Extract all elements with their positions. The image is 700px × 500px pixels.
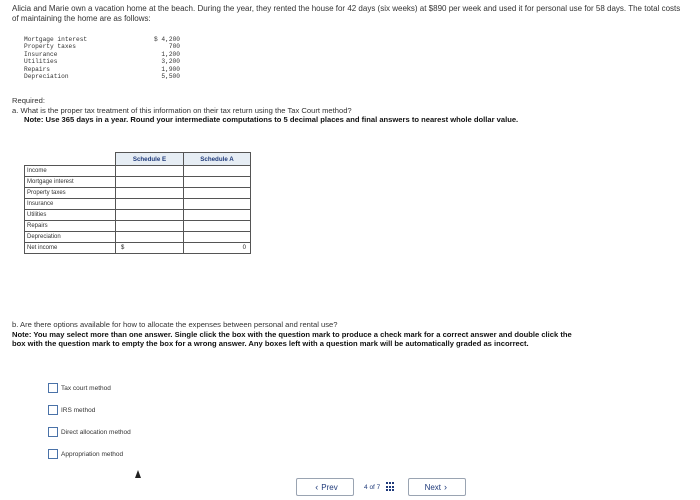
next-label: Next [424,482,442,492]
page-indicator [364,484,380,491]
question-a: a. What is the proper tax treatment of this information on their tax return using the Tax Court method? [12,105,352,115]
schedule-e-input[interactable] [116,210,184,221]
option-direct-allocation[interactable] [48,427,131,437]
net-income-dollar: $ [116,243,184,254]
question-b: b. Are there options available for how to allocate the expenses between personal and rental use? [12,320,338,329]
problem-intro: Alicia and Marie own a vacation home at the beach. During the year, they rented the house for 42 days (six weeks) at $890 per week and used it for personal use for 58 days. The total costs of maintaining the home are as follows: [12,4,681,23]
table-row [25,199,251,210]
net-income-value: 0 [184,243,251,254]
checkbox[interactable] [48,427,58,437]
expense-row [24,58,180,65]
schedule-a-input[interactable] [184,166,251,177]
expense-row [24,51,180,58]
table-row [25,232,251,243]
table-row [25,166,251,177]
table-row [25,210,251,221]
col-schedule-e: Schedule E [116,153,184,166]
prev-button[interactable] [296,478,354,496]
expense-row [24,43,180,50]
col-schedule-a: Schedule A [184,153,251,166]
checkbox[interactable] [48,449,58,459]
grid-icon[interactable] [386,482,396,492]
row-label: Mortgage interest [25,177,116,188]
option-label: IRS method [61,406,96,414]
schedule-a-input[interactable] [184,188,251,199]
expense-label: Insurance [24,50,58,58]
schedule-a-input[interactable] [184,210,251,221]
option-irs[interactable] [48,405,131,415]
page-of: of [369,483,375,491]
option-tax-court[interactable] [48,383,131,393]
expense-label: Depreciation [24,73,69,81]
schedule-e-input[interactable] [116,177,184,188]
schedule-e-input[interactable] [116,199,184,210]
answer-table [24,152,251,254]
row-label: Insurance [25,199,116,210]
schedule-a-input[interactable] [184,221,251,232]
table-header-row [25,153,251,166]
schedule-a-input[interactable] [184,232,251,243]
prev-label: Prev [321,482,338,492]
row-label: Net income [25,243,116,254]
header-blank [25,153,116,166]
expense-label: Utilities [24,58,58,66]
part-b-section [12,320,572,349]
row-label: Property taxes [25,188,116,199]
option-label: Appropriation method [61,450,124,458]
chevron-left-icon: ‹ [315,482,319,492]
schedule-e-input[interactable] [116,232,184,243]
schedule-e-input[interactable] [116,166,184,177]
expense-value: 1,200 [161,50,180,58]
expense-label: Repairs [24,65,50,73]
checkbox[interactable] [48,405,58,415]
mouse-cursor-icon [135,470,141,478]
page-total: 7 [376,483,381,491]
row-label: Depreciation [25,232,116,243]
expense-row [24,73,180,80]
option-label: Tax court method [61,384,111,392]
row-label: Utilities [25,210,116,221]
row-label: Repairs [25,221,116,232]
next-button[interactable] [408,478,466,496]
row-label: Income [25,166,116,177]
chevron-right-icon: › [444,482,448,492]
expense-value: 1,900 [161,65,180,73]
pagination-bar [296,478,466,496]
page-current: 4 [364,483,368,491]
expense-list [24,36,180,80]
table-row [25,243,251,254]
checkbox[interactable] [48,383,58,393]
schedule-e-input[interactable] [116,188,184,199]
schedule-e-input[interactable] [116,221,184,232]
note-a: Note: Use 365 days in a year. Round your intermediate computations to 5 decimal places and final answers to nearest whole dollar value. [24,115,519,124]
table-row [25,177,251,188]
expense-label: Property taxes [24,43,76,51]
table-row [25,221,251,232]
expense-value: $ 4,200 [154,36,180,43]
expense-label: Mortgage interest [24,36,88,43]
expense-row [24,36,180,43]
required-section [12,96,572,125]
note-b: Note: You may select more than one answer. Single click the box with the question mark to produce a check mark for a correct answer and double click the box with the question mark to empty the box for a wrong answer. Any boxes left with a question mark will be automatically graded as incorrect. [12,329,572,348]
schedule-a-input[interactable] [184,199,251,210]
expense-row [24,66,180,73]
expense-value: 3,200 [161,58,180,66]
option-label: Direct allocation method [61,428,131,436]
schedule-a-input[interactable] [184,177,251,188]
option-appropriation[interactable] [48,449,131,459]
required-heading: Required: [12,96,45,105]
expense-value: 700 [168,43,180,51]
table-row [25,188,251,199]
option-list [48,383,131,471]
expense-value: 5,500 [161,73,180,81]
